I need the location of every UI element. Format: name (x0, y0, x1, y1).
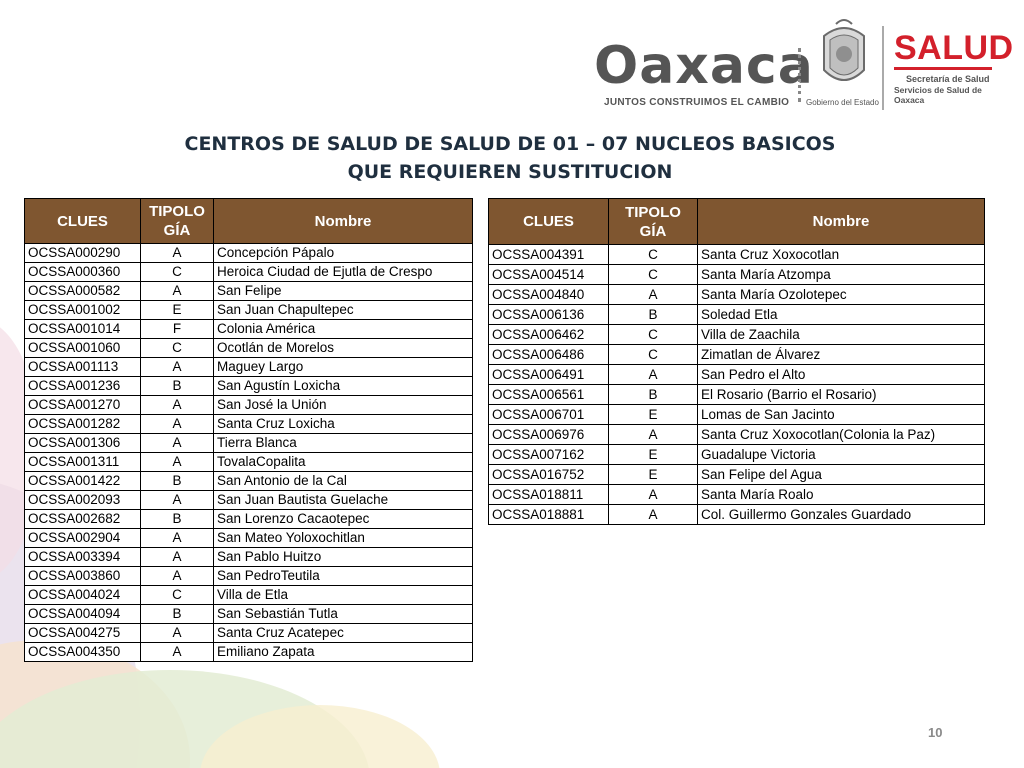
cell-clues: OCSSA006561 (489, 385, 609, 405)
cell-nombre: Guadalupe Victoria (698, 445, 985, 465)
cell-clues: OCSSA018881 (489, 505, 609, 525)
cell-nombre: TovalaCopalita (214, 453, 473, 472)
cell-nombre: Santa Cruz Xoxocotlan (698, 245, 985, 265)
cell-tipologia: E (609, 405, 698, 425)
cell-tipologia: A (141, 567, 214, 586)
table-row (25, 567, 473, 586)
cell-tipologia: A (141, 282, 214, 301)
cell-clues: OCSSA001282 (25, 415, 141, 434)
cell-tipologia: A (141, 434, 214, 453)
cell-tipologia: C (141, 339, 214, 358)
cell-tipologia: C (609, 245, 698, 265)
cell-tipologia: A (609, 365, 698, 385)
cell-clues: OCSSA003860 (25, 567, 141, 586)
table-row (25, 282, 473, 301)
cell-tipologia: A (141, 396, 214, 415)
cell-tipologia: C (609, 325, 698, 345)
cell-clues: OCSSA002682 (25, 510, 141, 529)
column-header-tipologia-line-2: GÍA (639, 222, 667, 240)
cell-nombre: San Pablo Huitzo (214, 548, 473, 567)
table-row (489, 365, 985, 385)
column-header-nombre: Nombre (698, 199, 985, 245)
table-row (25, 491, 473, 510)
right-table-body (489, 245, 985, 525)
cell-clues: OCSSA006701 (489, 405, 609, 425)
table-row (489, 505, 985, 525)
table-row (25, 320, 473, 339)
cell-nombre: Ocotlán de Morelos (214, 339, 473, 358)
cell-nombre: Zimatlan de Álvarez (698, 345, 985, 365)
cell-tipologia: B (609, 305, 698, 325)
cell-nombre: El Rosario (Barrio el Rosario) (698, 385, 985, 405)
table-row (25, 415, 473, 434)
cell-clues: OCSSA000290 (25, 244, 141, 263)
table-row (25, 643, 473, 662)
table-row (489, 465, 985, 485)
cell-nombre: Santa María Roalo (698, 485, 985, 505)
cell-clues: OCSSA001270 (25, 396, 141, 415)
cell-nombre: Heroica Ciudad de Ejutla de Crespo (214, 263, 473, 282)
table-row (25, 624, 473, 643)
cell-tipologia: A (141, 643, 214, 662)
cell-clues: OCSSA018811 (489, 485, 609, 505)
cell-clues: OCSSA016752 (489, 465, 609, 485)
cell-clues: OCSSA004514 (489, 265, 609, 285)
cell-clues: OCSSA002093 (25, 491, 141, 510)
cell-nombre: San Juan Chapultepec (214, 301, 473, 320)
salud-underline (894, 67, 992, 70)
cell-nombre: Emiliano Zapata (214, 643, 473, 662)
cell-tipologia: A (141, 453, 214, 472)
cell-tipologia: E (609, 445, 698, 465)
column-header-tipologia-line-1: TIPOLO (625, 203, 681, 221)
cell-nombre: Villa de Zaachila (698, 325, 985, 345)
right-clues-table (488, 198, 985, 525)
salud-logo: SALUD (894, 29, 1014, 67)
page-title-line-1: CENTROS DE SALUD DE SALUD DE 01 – 07 NUCLEOS BASICOS (184, 133, 836, 155)
column-header-clues: CLUES (25, 199, 141, 244)
cell-nombre: San Sebastián Tutla (214, 605, 473, 624)
cell-clues: OCSSA004275 (25, 624, 141, 643)
cell-nombre: San Pedro el Alto (698, 365, 985, 385)
cell-nombre: Maguey Largo (214, 358, 473, 377)
cell-tipologia: B (141, 377, 214, 396)
cell-tipologia: A (609, 505, 698, 525)
table-row (25, 263, 473, 282)
cell-clues: OCSSA004094 (25, 605, 141, 624)
table-row (489, 425, 985, 445)
salud-subtitle-2: Servicios de Salud de Oaxaca (894, 85, 982, 105)
salud-subtitle-1: Secretaría de Salud (906, 74, 990, 84)
cell-clues: OCSSA006136 (489, 305, 609, 325)
table-row (489, 305, 985, 325)
cell-tipologia: C (609, 265, 698, 285)
table-row (489, 405, 985, 425)
table-row (489, 385, 985, 405)
column-header-nombre: Nombre (214, 199, 473, 244)
cell-clues: OCSSA006491 (489, 365, 609, 385)
cell-nombre: Col. Guillermo Gonzales Guardado (698, 505, 985, 525)
cell-tipologia: B (609, 385, 698, 405)
cell-tipologia: A (141, 548, 214, 567)
left-table-body (25, 244, 473, 662)
cell-nombre: San Felipe (214, 282, 473, 301)
cell-clues: OCSSA002904 (25, 529, 141, 548)
cell-nombre: Colonia América (214, 320, 473, 339)
cell-clues: OCSSA001002 (25, 301, 141, 320)
cell-nombre: Villa de Etla (214, 586, 473, 605)
column-header-clues: CLUES (489, 199, 609, 245)
gobierno-del-estado-text: Gobierno del Estado (806, 98, 879, 107)
cell-tipologia: C (141, 586, 214, 605)
cell-nombre: Santa Cruz Acatepec (214, 624, 473, 643)
page-title (0, 130, 1020, 186)
cell-nombre: Santa María Atzompa (698, 265, 985, 285)
table-row (25, 301, 473, 320)
cell-tipologia: E (141, 301, 214, 320)
cell-clues: OCSSA001306 (25, 434, 141, 453)
table-row (25, 529, 473, 548)
cell-clues: OCSSA000360 (25, 263, 141, 282)
cell-nombre: San Agustín Loxicha (214, 377, 473, 396)
cell-tipologia: C (609, 345, 698, 365)
cell-clues: OCSSA001236 (25, 377, 141, 396)
cell-nombre: San Lorenzo Cacaotepec (214, 510, 473, 529)
table-header-row (489, 199, 985, 245)
table-row (25, 548, 473, 567)
table-row (25, 453, 473, 472)
cell-tipologia: A (609, 485, 698, 505)
cell-clues: OCSSA001422 (25, 472, 141, 491)
table-row (25, 244, 473, 263)
cell-tipologia: E (609, 465, 698, 485)
table-row (489, 285, 985, 305)
cell-tipologia: A (141, 491, 214, 510)
column-header-tipologia-line-1: TIPOLO (149, 203, 205, 220)
cell-clues: OCSSA006976 (489, 425, 609, 445)
cell-tipologia: A (609, 425, 698, 445)
cell-nombre: San Mateo Yoloxochitlan (214, 529, 473, 548)
logo-divider-dots (798, 48, 807, 102)
column-header-tipologia (609, 199, 698, 245)
column-header-tipologia (141, 199, 214, 244)
table-row (489, 265, 985, 285)
table-row (25, 396, 473, 415)
cell-clues: OCSSA004024 (25, 586, 141, 605)
cell-nombre: Tierra Blanca (214, 434, 473, 453)
cell-tipologia: B (141, 472, 214, 491)
cell-tipologia: B (141, 605, 214, 624)
cell-tipologia: A (609, 285, 698, 305)
table-row (25, 605, 473, 624)
cell-clues: OCSSA003394 (25, 548, 141, 567)
cell-nombre: Lomas de San Jacinto (698, 405, 985, 425)
oaxaca-tagline: JUNTOS CONSTRUIMOS EL CAMBIO (604, 97, 790, 108)
column-header-tipologia-line-2: GÍA (163, 222, 191, 239)
table-header-row (25, 199, 473, 244)
cell-clues: OCSSA001014 (25, 320, 141, 339)
cell-tipologia: A (141, 244, 214, 263)
cell-clues: OCSSA007162 (489, 445, 609, 465)
table-row (25, 472, 473, 491)
table-row (25, 434, 473, 453)
cell-nombre: Concepción Pápalo (214, 244, 473, 263)
table-row (489, 245, 985, 265)
cell-tipologia: A (141, 529, 214, 548)
cell-tipologia: A (141, 415, 214, 434)
table-row (489, 345, 985, 365)
cell-nombre: Soledad Etla (698, 305, 985, 325)
cell-tipologia: F (141, 320, 214, 339)
cell-clues: OCSSA004350 (25, 643, 141, 662)
cell-tipologia: A (141, 624, 214, 643)
table-row (25, 377, 473, 396)
cell-tipologia: B (141, 510, 214, 529)
cell-clues: OCSSA004391 (489, 245, 609, 265)
logo-separator (882, 26, 884, 110)
cell-nombre: Santa Cruz Xoxocotlan(Colonia la Paz) (698, 425, 985, 445)
table-row (489, 445, 985, 465)
cell-clues: OCSSA006462 (489, 325, 609, 345)
cell-nombre: Santa Cruz Loxicha (214, 415, 473, 434)
table-row (489, 485, 985, 505)
state-seal-icon (816, 18, 872, 92)
table-row (25, 510, 473, 529)
cell-tipologia: A (141, 358, 214, 377)
table-row (25, 339, 473, 358)
cell-nombre: San PedroTeutila (214, 567, 473, 586)
oaxaca-logo: Oaxaca (594, 36, 814, 96)
cell-clues: OCSSA001113 (25, 358, 141, 377)
cell-nombre: San Antonio de la Cal (214, 472, 473, 491)
table-row (489, 325, 985, 345)
table-row (25, 358, 473, 377)
cell-clues: OCSSA006486 (489, 345, 609, 365)
cell-clues: OCSSA001311 (25, 453, 141, 472)
cell-clues: OCSSA001060 (25, 339, 141, 358)
cell-nombre: San José la Unión (214, 396, 473, 415)
cell-nombre: San Juan Bautista Guelache (214, 491, 473, 510)
header-logos (590, 18, 1014, 118)
cell-clues: OCSSA000582 (25, 282, 141, 301)
cell-nombre: Santa María Ozolotepec (698, 285, 985, 305)
cell-nombre: San Felipe del Agua (698, 465, 985, 485)
cell-tipologia: C (141, 263, 214, 282)
table-row (25, 586, 473, 605)
left-clues-table (24, 198, 473, 662)
cell-clues: OCSSA004840 (489, 285, 609, 305)
page-title-line-2: QUE REQUIEREN SUSTITUCION (347, 161, 673, 183)
page-number: 10 (928, 725, 943, 740)
